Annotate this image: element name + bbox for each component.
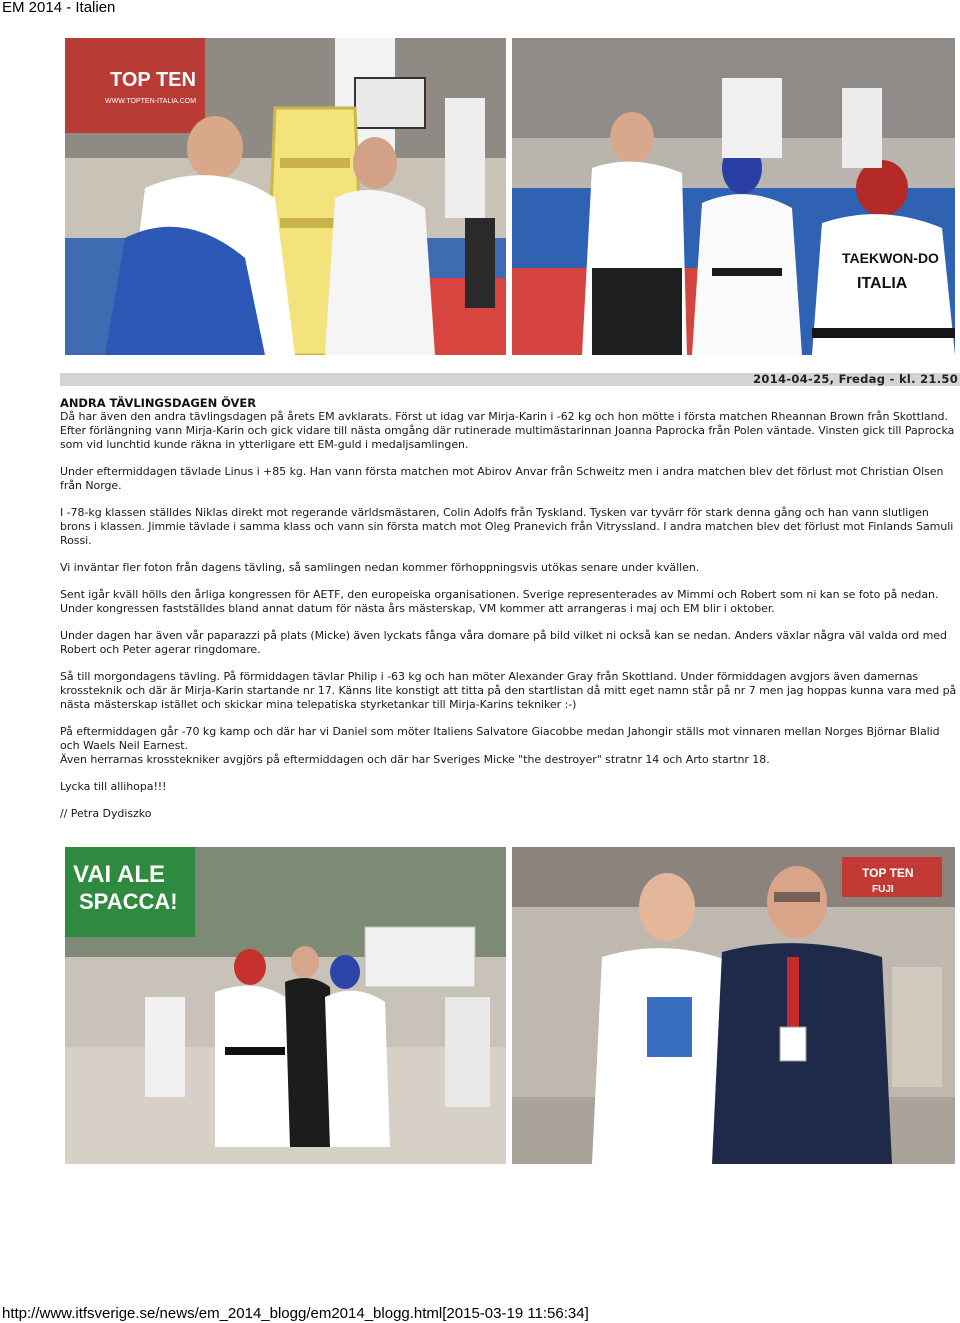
event-photo-fighters xyxy=(512,38,955,355)
paragraph: Under eftermiddagen tävlade Linus i +85 kg. Han vann första matchen mot Abirov Anvar från Schweitz men i andra matchen blev det förlust mot Christian Olsen från Norge. xyxy=(60,465,944,492)
banner-text-1: VAI ALE xyxy=(73,861,166,888)
paragraph: Sent igår kväll hölls den årliga kongressen för AETF, den europeiska organisationen. Sverige representerades av Mimmi och Robert som ni kan se foto på nedan. Under kongressen fastställdes bland annat datum för nästa års mästerskap, VM kommer att arrangeras i maj och EM blir i oktober. xyxy=(60,588,939,615)
back-text-1: TAEKWON-DO xyxy=(842,250,939,266)
sign-subtext: FUJI xyxy=(872,884,894,895)
paragraph: Även herrarnas krosstekniker avgjörs på eftermiddagen och där har Sveriges Micke "the destroyer" stratnr 14 och Arto startnr 18. xyxy=(60,753,770,766)
sign-text: TOP TEN xyxy=(110,69,196,91)
event-photo-match xyxy=(65,847,506,1164)
article-heading: ANDRA TÄVLINGSDAGEN ÖVER xyxy=(60,396,257,410)
sign-text: TOP TEN xyxy=(862,866,914,880)
paragraph: Vi inväntar fler foton från dagens tävling, så samlingen nedan kommer förhoppningsvis utökas senare under kvällen. xyxy=(60,561,700,574)
footer-url: http://www.itfsverige.se/news/em_2014_blogg/em2014_blogg.html[2015-03-19 11:56:34] xyxy=(2,1305,589,1322)
paragraph: I -78-kg klassen ställdes Niklas direkt mot regerande världsmästaren, Colin Adolfs från Tyskland. Tysken var tyvärr för stark denna gång och han vann slutligen brons i klassen. Jimmie tävlade i samma klass och vann sin första match mot Oleg Pranevich från Vitryssland. I andra matchen blev det förlust mot Finlands Samuli Rossi. xyxy=(60,506,954,547)
event-photo-judges xyxy=(65,38,506,355)
signature: // Petra Dydiszko xyxy=(60,807,152,820)
post-date-bar xyxy=(60,373,960,386)
page-title: EM 2014 - Italien xyxy=(2,0,116,16)
post-date: 2014-04-25, Fredag - kl. 21.50 xyxy=(753,372,958,386)
paragraph: Då har även den andra tävlingsdagen på årets EM avklarats. Först ut idag var Mirja-Karin i -62 kg och hon mötte i första matchen Rheannan Brown från Skottland. Efter förlängning vann Mirja-Karin och gick vidare till nästa omgång där rutinerade multimästarinnan Joanna Paprocka från Polen väntade. Vinsten gick till Paprocka som vid lunchtid kunde räkna in ytterligare ett EM-guld i medaljsamlingen. xyxy=(60,410,955,451)
paragraph: På eftermiddagen går -70 kg kamp och där har vi Daniel som möter Italiens Salvatore Giacobbe medan Jahongir ställs mot vinnaren mellan Norges Björnar Blalid och Waels Neil Earnest. xyxy=(60,725,940,752)
article-body xyxy=(60,396,958,834)
paragraph: Lycka till allihopa!!! xyxy=(60,780,167,793)
event-photo-officials xyxy=(512,847,955,1164)
banner-text-2: SPACCA! xyxy=(79,889,178,914)
sign-subtext: WWW.TOPTEN-ITALIA.COM xyxy=(105,98,197,105)
paragraph: Så till morgondagens tävling. På förmiddagen tävlar Philip i -63 kg och han möter Alexander Gray från Skottland. Under förmiddagen avgjors även damernas krossteknik och där är Mirja-Karin startande nr 17. Känns lite konstigt att titta på den startlistan då mitt eget namn står på nr 7 men jag hoppas kunna vara med på nästa mästerskap istället och skickar mina telepatiska styrketankar till Mirja-Karins tekniker :-) xyxy=(60,670,957,711)
back-text-2: ITALIA xyxy=(857,275,908,292)
paragraph: Under dagen har även vår paparazzi på plats (Micke) även lyckats fånga våra domare på bild vilket ni också kan se nedan. Anders växlar några väl valda ord med Robert och Peter agerar ringdomare. xyxy=(60,629,947,656)
